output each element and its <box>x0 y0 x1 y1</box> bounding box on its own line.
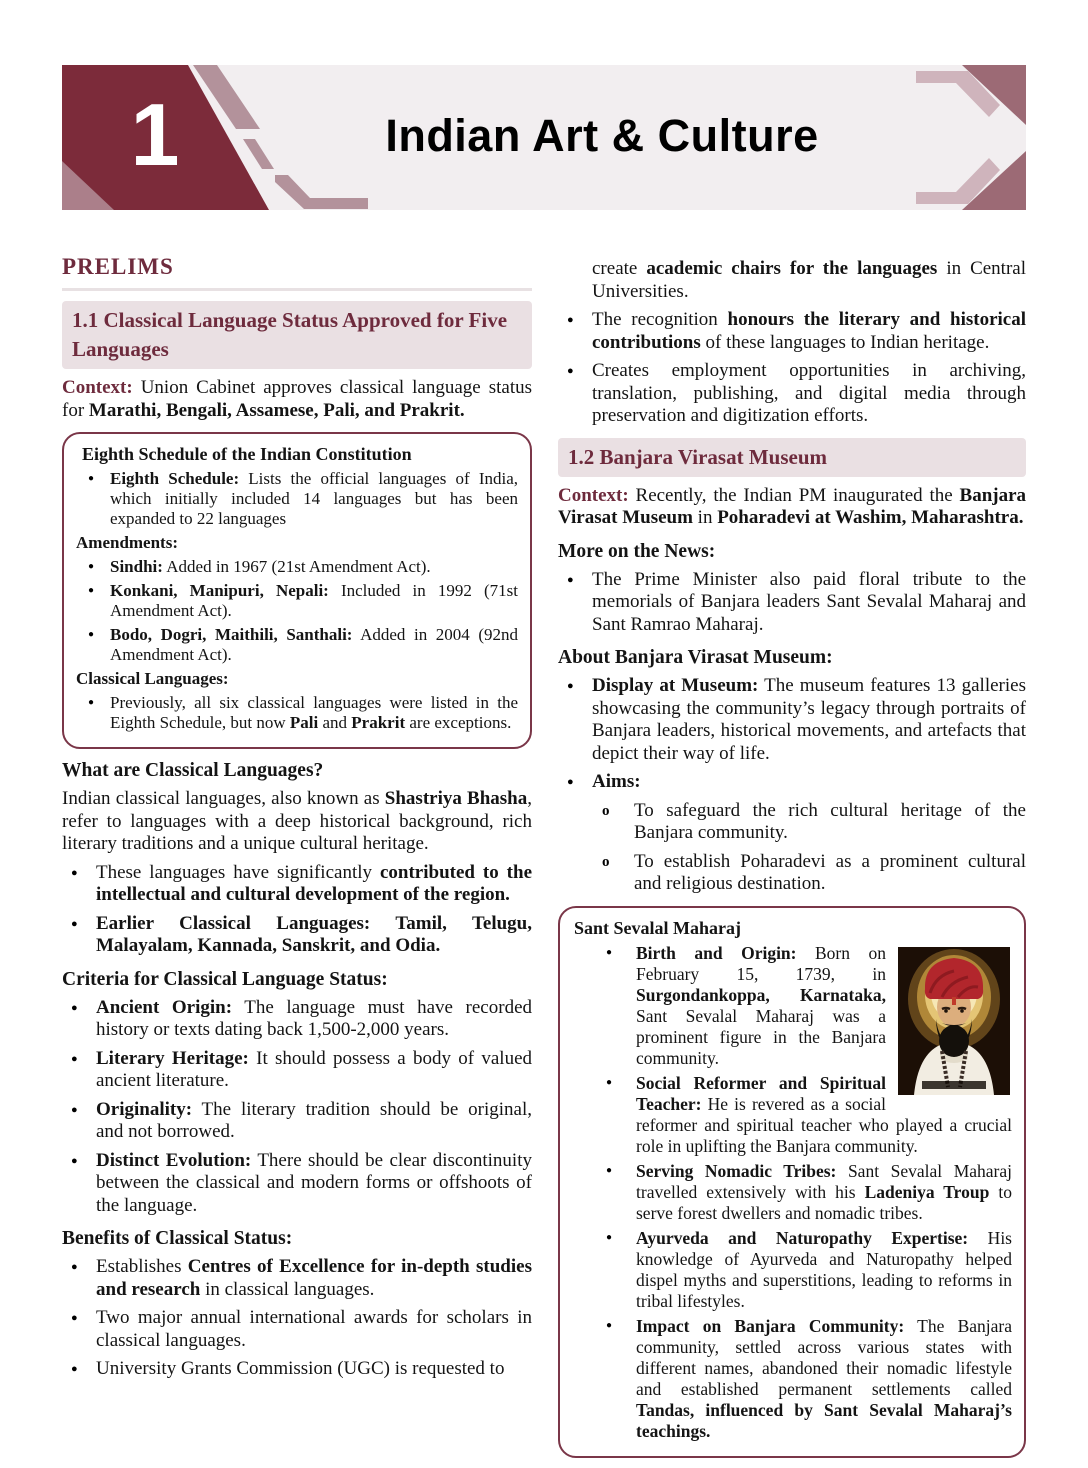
list-item-text: Serving Nomadic Tribes: Sant Sevalal Maharaj travelled extensively with his Ladeniya Troup to serve forest dwellers and nomadic tribes. <box>636 1160 1013 1223</box>
classical-languages-subheading: Classical Languages: <box>76 669 229 688</box>
about-museum-heading: About Banjara Virasat Museum: <box>558 647 833 668</box>
chapter-number: 1 <box>130 84 180 184</box>
amendments-subheading: Amendments: <box>76 533 178 552</box>
list-item <box>62 1307 532 1352</box>
what-are-classical-languages-heading: What are Classical Languages? <box>62 760 324 781</box>
bullet-icon: ● <box>88 585 95 596</box>
sub-list-item-text: To establish Poharadevi as a prominent cultural and religious destination. <box>634 850 1026 894</box>
list-item-text: Konkani, Manipuri, Nepali: Included in 1992 (71st Amendment Act). <box>110 581 518 620</box>
list-item <box>62 1048 532 1093</box>
list-item <box>558 771 1026 794</box>
bullet-icon: ● <box>71 1312 78 1324</box>
list-item <box>76 581 518 621</box>
list-item <box>572 1316 1012 1442</box>
list-item-text: Sindhi: Added in 1967 (21st Amendment Act). <box>110 557 431 576</box>
sant-sevalal-box <box>558 906 1026 1458</box>
list-item-text: Ayurveda and Naturopathy Expertise: His knowledge of Ayurveda and Naturopathy helped dispel myths and superstitions, leading to reforms in tribal lifestyles. <box>636 1227 1012 1311</box>
list-item <box>572 943 1012 1069</box>
sant-sevalal-box-body <box>572 943 1012 1442</box>
chapter-title: Indian Art & Culture <box>385 109 819 161</box>
bullet-icon: ● <box>71 1052 78 1065</box>
list-item-text: Bodo, Dogri, Maithili, Santhali: Added in 2004 (92nd Amendment Act). <box>110 625 518 664</box>
list-item <box>558 675 1026 765</box>
sant-sevalal-box-title: Sant Sevalal Maharaj <box>574 917 742 938</box>
sub-bullet-icon: o <box>602 853 610 870</box>
list-item <box>572 1161 1012 1224</box>
bullet-icon: ● <box>88 697 95 708</box>
list-item <box>76 469 518 529</box>
left-column <box>62 252 532 1387</box>
bullet-icon: ● <box>71 1154 78 1167</box>
list-item <box>558 569 1026 637</box>
list-item-text: These languages have significantly contributed to the intellectual and cultural development of the region. <box>96 861 533 905</box>
eighth-schedule-box <box>62 432 532 749</box>
list-item <box>572 1228 1012 1312</box>
section-1-1-header: 1.1 Classical Language Status Approved for Five Languages <box>62 301 532 369</box>
list-item <box>62 913 532 958</box>
list-item <box>62 1256 532 1301</box>
chapter-banner <box>62 65 1026 210</box>
bullet-icon: ● <box>71 1363 78 1375</box>
bullet-icon: ● <box>71 1261 78 1273</box>
sub-list-item <box>558 800 1026 845</box>
eighth-schedule-box-title: Eighth Schedule of the Indian Constitution <box>82 444 412 464</box>
benefits-heading: Benefits of Classical Status: <box>62 1228 293 1249</box>
list-item-text: The Prime Minister also paid floral tribute to the memorials of Banjara leaders Sant Sevalal Maharaj and Sant Ramrao Maharaj. <box>592 568 1026 635</box>
list-item-text: Two major annual international awards for scholars in classical languages. <box>96 1307 532 1351</box>
list-item <box>62 1099 532 1144</box>
context-1-1-paragraph <box>62 377 532 422</box>
list-item-text: Birth and Origin: Born on February 15, 1739, in Surgondankoppa, Karnataka, Sant Sevalal Maharaj was a prominent figure in the Banjara community. <box>636 942 886 1068</box>
bullet-icon: ● <box>88 629 95 640</box>
list-item-text: Ancient Origin: The language must have recorded history or texts dating back 1,500-2,000 years. <box>96 996 533 1040</box>
list-item-text: Literary Heritage: It should possess a body of valued ancient literature. <box>96 1047 532 1091</box>
sub-list-item-text: To safeguard the rich cultural heritage of the Banjara community. <box>634 799 1026 843</box>
context-1-2-paragraph <box>558 485 1026 530</box>
bullet-icon: ● <box>606 1231 613 1243</box>
bullet-icon: ● <box>88 561 95 572</box>
prelims-heading: PRELIMS <box>62 254 174 279</box>
list-item-text: Impact on Banjara Community: The Banjara community, settled across various states with different names, abandoned their nomadic lifestyle and established permanent settlements called Tandas, influenced by Sant Sevalal Maharaj’s teachings. <box>636 1315 1012 1441</box>
bullet-icon: ● <box>71 866 78 879</box>
bullet-icon: ● <box>88 473 95 484</box>
context-text: Union Cabinet approves classical language status for Marathi, Bengali, Assamese, Pali, and Prakrit. <box>62 377 532 421</box>
sub-bullet-icon: o <box>602 802 610 819</box>
bullet-icon: ● <box>71 1103 78 1116</box>
list-item <box>62 1150 532 1218</box>
section-1-2-header: 1.2 Banjara Virasat Museum <box>558 438 1026 477</box>
list-item <box>62 1358 532 1381</box>
context-label: Context: <box>558 484 629 506</box>
list-item <box>76 693 518 733</box>
list-item-text: Previously, all six classical languages were listed in the Eighth Schedule, but now Pali and Prakrit are exceptions. <box>110 693 518 732</box>
list-item-text: The recognition honours the literary and historical contributions of these languages to Indian heritage. <box>592 309 1026 353</box>
continuation-paragraph: create academic chairs for the languages in Central Universities. <box>592 258 1026 302</box>
bullet-icon: ● <box>71 917 78 930</box>
list-item-text: Eighth Schedule: Lists the official languages of India, which initially included 14 languages but has been expanded to 22 languages <box>110 469 518 528</box>
bullet-icon: ● <box>606 946 613 958</box>
list-item-text: Distinct Evolution: There should be clear discontinuity between the classical and modern forms or offshoots of the language. <box>96 1149 532 1216</box>
list-item <box>572 1073 1012 1157</box>
bullet-icon: ● <box>567 314 574 326</box>
bullet-icon: ● <box>567 776 574 788</box>
context-text: Recently, the Indian PM inaugurated the Banjara Virasat Museum in Poharadevi at Washim, Maharashtra. <box>558 484 1027 528</box>
bullet-icon: ● <box>567 573 574 586</box>
bullet-icon: ● <box>606 1076 613 1088</box>
criteria-heading: Criteria for Classical Language Status: <box>62 968 388 990</box>
list-item <box>62 862 532 907</box>
list-item-text: Display at Museum: The museum features 13 galleries showcasing the community’s legacy through portraits of Banjara leaders, historical movements, and artefacts that depict their way of life. <box>592 675 1026 764</box>
bullet-icon: ● <box>71 1001 78 1014</box>
list-item <box>76 557 518 577</box>
bullet-icon: ● <box>567 365 574 377</box>
list-item-text: Creates employment opportunities in archiving, translation, publishing, and digital media through preservation and digitization efforts. <box>592 360 1026 426</box>
prelims-divider <box>62 288 532 291</box>
sub-list-item <box>558 851 1026 896</box>
bullet-icon: ● <box>567 680 574 692</box>
list-item-text: Establishes Centres of Excellence for in-depth studies and research in classical languages. <box>96 1256 532 1300</box>
context-label: Context: <box>62 377 133 398</box>
list-item-text: Social Reformer and Spiritual Teacher: He is revered as a social reformer and spiritual teacher who played a crucial role in uplifting the Banjara community. <box>636 1072 1012 1156</box>
bullet-icon: ● <box>606 1319 613 1331</box>
list-item-text: Aims: <box>592 771 641 792</box>
list-item <box>558 309 1026 354</box>
list-item-text: University Grants Commission (UGC) is requested to <box>96 1358 505 1379</box>
list-item-text: Earlier Classical Languages: Tamil, Telugu, Malayalam, Kannada, Sanskrit, and Odia. <box>96 912 532 956</box>
list-item <box>558 360 1026 428</box>
right-column <box>558 252 1026 1468</box>
bullet-icon: ● <box>606 1164 613 1176</box>
list-item <box>76 625 518 665</box>
more-on-news-heading: More on the News: <box>558 540 716 562</box>
list-item-text: Originality: The literary tradition should be original, and not borrowed. <box>96 1098 532 1142</box>
body-paragraph: Indian classical languages, also known as Shastriya Bhasha, refer to languages with a deep historical background, rich literary traditions and a unique cultural heritage. <box>62 788 532 854</box>
list-item <box>62 997 532 1042</box>
